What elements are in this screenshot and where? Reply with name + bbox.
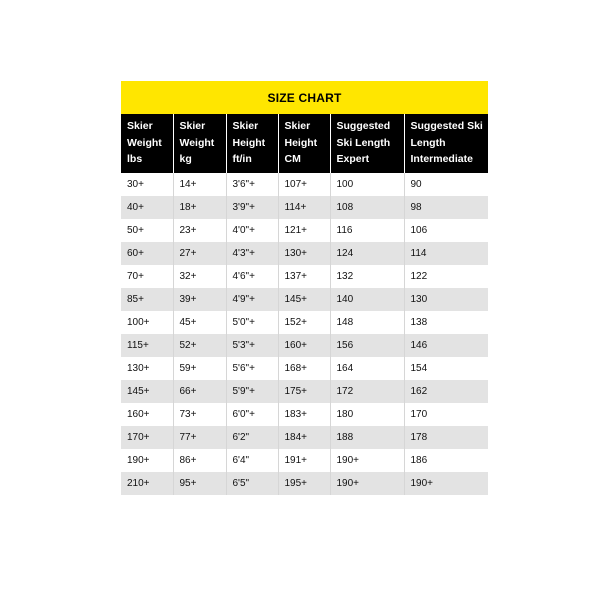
cell-ski-length-expert: 116 — [330, 219, 404, 242]
cell-ski-length-intermediate: 162 — [404, 380, 488, 403]
table-row — [121, 196, 488, 219]
cell-ski-length-intermediate: 186 — [404, 449, 488, 472]
cell-height-cm: 184+ — [278, 426, 330, 449]
cell-ski-length-expert: 164 — [330, 357, 404, 380]
size-chart — [121, 81, 488, 495]
cell-height-cm: 160+ — [278, 334, 330, 357]
cell-height-ftin: 5'0"+ — [226, 311, 278, 334]
cell-ski-length-intermediate: 98 — [404, 196, 488, 219]
table-row — [121, 173, 488, 196]
cell-weight-lbs: 40+ — [121, 196, 173, 219]
column-header-line: Suggested Ski — [410, 120, 483, 132]
column-header-line: ft/in — [232, 153, 252, 165]
cell-height-ftin: 4'9"+ — [226, 288, 278, 311]
cell-ski-length-intermediate: 178 — [404, 426, 488, 449]
column-header-height-cm — [278, 114, 330, 173]
cell-height-cm: 107+ — [278, 173, 330, 196]
cell-height-ftin: 5'6"+ — [226, 357, 278, 380]
column-header-line: Weight — [179, 136, 215, 149]
cell-weight-kg: 27+ — [173, 242, 226, 265]
table-row — [121, 334, 488, 357]
cell-height-ftin: 4'6"+ — [226, 265, 278, 288]
cell-weight-lbs: 60+ — [121, 242, 173, 265]
table-row — [121, 472, 488, 495]
cell-weight-lbs: 30+ — [121, 173, 173, 196]
column-header-line: kg — [179, 153, 192, 165]
cell-height-ftin: 6'4" — [226, 449, 278, 472]
cell-weight-kg: 73+ — [173, 403, 226, 426]
column-header-ski-length-intermediate — [404, 114, 488, 173]
cell-height-ftin: 3'6"+ — [226, 173, 278, 196]
cell-ski-length-expert: 190+ — [330, 449, 404, 472]
cell-weight-lbs: 160+ — [121, 403, 173, 426]
cell-weight-lbs: 50+ — [121, 219, 173, 242]
table-row — [121, 288, 488, 311]
cell-weight-kg: 59+ — [173, 357, 226, 380]
column-header-line: Ski Length — [336, 136, 391, 149]
table-body — [121, 173, 488, 495]
column-header-line: Intermediate — [410, 153, 473, 165]
cell-weight-kg: 45+ — [173, 311, 226, 334]
table-row — [121, 242, 488, 265]
cell-weight-kg: 86+ — [173, 449, 226, 472]
cell-height-ftin: 3'9"+ — [226, 196, 278, 219]
cell-height-ftin: 5'9"+ — [226, 380, 278, 403]
cell-height-cm: 145+ — [278, 288, 330, 311]
column-header-line: Skier — [284, 120, 311, 132]
column-header-line: Skier — [179, 120, 206, 132]
column-header-line: CM — [284, 153, 301, 165]
cell-ski-length-expert: 188 — [330, 426, 404, 449]
cell-height-cm: 195+ — [278, 472, 330, 495]
column-header-ski-length-expert — [330, 114, 404, 173]
cell-ski-length-expert: 180 — [330, 403, 404, 426]
cell-ski-length-intermediate: 130 — [404, 288, 488, 311]
table-row — [121, 357, 488, 380]
table-row — [121, 403, 488, 426]
column-header-line: Length — [410, 136, 446, 149]
column-header-weight-kg — [173, 114, 226, 173]
cell-ski-length-intermediate: 146 — [404, 334, 488, 357]
column-header-weight-lbs — [121, 114, 173, 173]
size-chart-title: SIZE CHART — [121, 81, 488, 114]
header-row — [121, 114, 488, 173]
cell-ski-length-expert: 140 — [330, 288, 404, 311]
cell-ski-length-expert: 148 — [330, 311, 404, 334]
cell-ski-length-expert: 124 — [330, 242, 404, 265]
table-row — [121, 219, 488, 242]
cell-ski-length-expert: 108 — [330, 196, 404, 219]
cell-ski-length-intermediate: 170 — [404, 403, 488, 426]
column-header-line: Skier — [127, 120, 153, 132]
cell-height-ftin: 6'0"+ — [226, 403, 278, 426]
cell-ski-length-intermediate: 122 — [404, 265, 488, 288]
table-row — [121, 449, 488, 472]
cell-height-cm: 130+ — [278, 242, 330, 265]
cell-weight-kg: 18+ — [173, 196, 226, 219]
cell-weight-lbs: 85+ — [121, 288, 173, 311]
cell-height-cm: 137+ — [278, 265, 330, 288]
cell-height-ftin: 4'0"+ — [226, 219, 278, 242]
cell-height-cm: 183+ — [278, 403, 330, 426]
column-header-line: lbs — [127, 153, 143, 165]
cell-ski-length-intermediate: 106 — [404, 219, 488, 242]
cell-height-cm: 152+ — [278, 311, 330, 334]
cell-weight-lbs: 170+ — [121, 426, 173, 449]
cell-height-ftin: 5'3"+ — [226, 334, 278, 357]
cell-height-ftin: 4'3"+ — [226, 242, 278, 265]
cell-weight-kg: 32+ — [173, 265, 226, 288]
cell-ski-length-expert: 132 — [330, 265, 404, 288]
size-chart-table — [121, 114, 488, 495]
cell-ski-length-expert: 156 — [330, 334, 404, 357]
cell-weight-lbs: 190+ — [121, 449, 173, 472]
cell-weight-lbs: 210+ — [121, 472, 173, 495]
table-row — [121, 311, 488, 334]
cell-weight-lbs: 100+ — [121, 311, 173, 334]
cell-weight-kg: 23+ — [173, 219, 226, 242]
cell-height-ftin: 6'5" — [226, 472, 278, 495]
cell-height-cm: 114+ — [278, 196, 330, 219]
cell-ski-length-intermediate: 190+ — [404, 472, 488, 495]
column-header-line: Weight — [127, 136, 162, 149]
cell-ski-length-expert: 190+ — [330, 472, 404, 495]
cell-height-cm: 121+ — [278, 219, 330, 242]
cell-ski-length-intermediate: 90 — [404, 173, 488, 196]
cell-height-cm: 168+ — [278, 357, 330, 380]
cell-ski-length-intermediate: 154 — [404, 357, 488, 380]
cell-weight-kg: 52+ — [173, 334, 226, 357]
cell-weight-lbs: 145+ — [121, 380, 173, 403]
column-header-line: Expert — [336, 153, 370, 165]
cell-weight-kg: 77+ — [173, 426, 226, 449]
cell-weight-kg: 66+ — [173, 380, 226, 403]
table-row — [121, 426, 488, 449]
table-row — [121, 380, 488, 403]
cell-ski-length-intermediate: 138 — [404, 311, 488, 334]
cell-weight-kg: 14+ — [173, 173, 226, 196]
cell-weight-kg: 39+ — [173, 288, 226, 311]
cell-height-cm: 175+ — [278, 380, 330, 403]
column-header-line: Skier — [232, 120, 259, 132]
column-header-line: Height — [232, 136, 266, 149]
column-header-height-ftin — [226, 114, 278, 173]
cell-height-ftin: 6'2" — [226, 426, 278, 449]
column-header-line: Height — [284, 136, 318, 149]
cell-ski-length-intermediate: 114 — [404, 242, 488, 265]
cell-weight-kg: 95+ — [173, 472, 226, 495]
cell-weight-lbs: 70+ — [121, 265, 173, 288]
cell-weight-lbs: 130+ — [121, 357, 173, 380]
cell-ski-length-expert: 172 — [330, 380, 404, 403]
cell-height-cm: 191+ — [278, 449, 330, 472]
cell-ski-length-expert: 100 — [330, 173, 404, 196]
cell-weight-lbs: 115+ — [121, 334, 173, 357]
column-header-line: Suggested — [336, 120, 391, 132]
table-row — [121, 265, 488, 288]
